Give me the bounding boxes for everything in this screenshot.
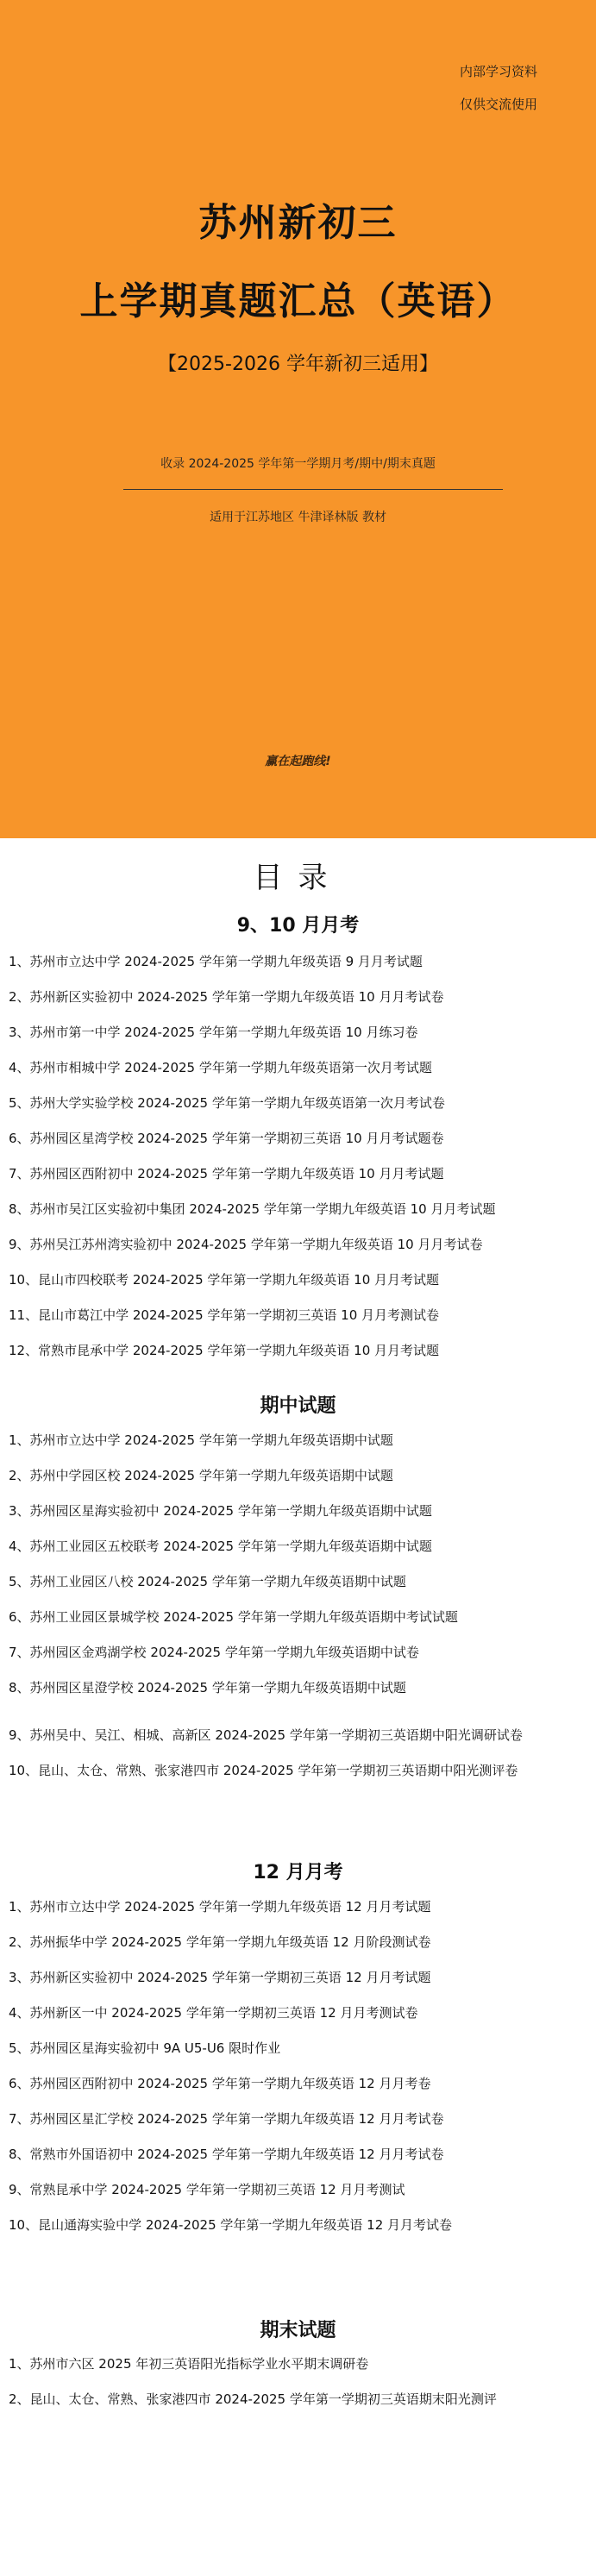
toc-item: 4、苏州新区一中 2024-2025 学年第一学期初三英语 12 月月考测试卷 — [9, 2005, 418, 2021]
toc-item: 9、苏州吴江苏州湾实验初中 2024-2025 学年第一学期九年级英语 10 月月考试卷 — [9, 1237, 483, 1252]
toc-item: 5、苏州工业园区八校 2024-2025 学年第一学期九年级英语期中试题 — [9, 1574, 406, 1589]
toc-item: 2、苏州中学园区校 2024-2025 学年第一学期九年级英语期中试题 — [9, 1468, 393, 1483]
toc-item: 6、苏州园区西附初中 2024-2025 学年第一学期九年级英语 12 月月考卷 — [9, 2076, 431, 2091]
toc-section-heading: 期末试题 — [260, 2320, 336, 2341]
toc-item: 3、苏州市第一中学 2024-2025 学年第一学期九年级英语 10 月练习卷 — [9, 1025, 418, 1040]
toc-item: 8、苏州市吴江区实验初中集团 2024-2025 学年第一学期九年级英语 10 月月考试题 — [9, 1201, 496, 1217]
toc-item: 2、苏州新区实验初中 2024-2025 学年第一学期九年级英语 10 月月考试卷 — [9, 989, 444, 1005]
cover-collected-text: 收录 2024-2025 学年第一学期月考/期中/期末真题 — [160, 457, 436, 471]
toc-item: 10、昆山市四校联考 2024-2025 学年第一学期九年级英语 10 月月考试题 — [9, 1272, 440, 1288]
toc-item: 1、苏州市立达中学 2024-2025 学年第一学期九年级英语 12 月月考试题 — [9, 1899, 431, 1915]
toc-item: 1、苏州市立达中学 2024-2025 学年第一学期九年级英语 9 月月考试题 — [9, 954, 423, 969]
toc-item: 10、昆山通海实验中学 2024-2025 学年第一学期九年级英语 12 月月考试卷 — [9, 2217, 453, 2233]
toc-item: 5、苏州大学实验学校 2024-2025 学年第一学期九年级英语第一次月考试卷 — [9, 1095, 445, 1111]
toc-item: 2、昆山、太仓、常熟、张家港四市 2024-2025 学年第一学期初三英语期末阳光测评 — [9, 2391, 497, 2407]
toc-item: 1、苏州市立达中学 2024-2025 学年第一学期九年级英语期中试题 — [9, 1432, 393, 1448]
toc-item: 7、苏州园区星汇学校 2024-2025 学年第一学期九年级英语 12 月月考试卷 — [9, 2111, 444, 2127]
cover-motto: 赢在起跑线! — [265, 755, 331, 768]
toc-item: 9、常熟昆承中学 2024-2025 学年第一学期初三英语 12 月月考测试 — [9, 2182, 405, 2197]
toc-section-heading: 期中试题 — [260, 1395, 336, 1417]
cover-subtitle: 【2025-2026 学年新初三适用】 — [158, 354, 438, 375]
toc-item: 7、苏州园区金鸡湖学校 2024-2025 学年第一学期九年级英语期中试卷 — [9, 1645, 419, 1660]
toc-item: 8、常熟市外国语初中 2024-2025 学年第一学期九年级英语 12 月月考试卷 — [9, 2147, 444, 2162]
toc-item: 12、常熟市昆承中学 2024-2025 学年第一学期九年级英语 10 月月考试题 — [9, 1343, 440, 1358]
toc-section-heading: 12 月月考 — [253, 1862, 343, 1883]
toc-item: 1、苏州市六区 2025 年初三英语阳光指标学业水平期末调研卷 — [9, 2356, 369, 2372]
toc-section-heading: 9、10 月月考 — [236, 915, 360, 937]
cover-title-line-2: 上学期真题汇总（英语） — [79, 279, 517, 323]
toc-item: 10、昆山、太仓、常熟、张家港四市 2024-2025 学年第一学期初三英语期中阳光测评卷 — [9, 1763, 518, 1778]
cover-note-exchange: 仅供交流使用 — [459, 97, 537, 112]
cover-applies-text: 适用于江苏地区 牛津译林版 教材 — [210, 511, 386, 524]
toc-title: 目录 — [253, 861, 343, 895]
toc-item: 3、苏州园区星海实验初中 2024-2025 学年第一学期九年级英语期中试题 — [9, 1503, 432, 1519]
cover-title-line-1: 苏州新初三 — [198, 201, 398, 245]
toc-item: 11、昆山市葛江中学 2024-2025 学年第一学期初三英语 10 月月考测试卷 — [9, 1307, 440, 1323]
cover-divider — [123, 489, 503, 490]
toc-item: 4、苏州工业园区五校联考 2024-2025 学年第一学期九年级英语期中试题 — [9, 1539, 432, 1554]
cover-page — [0, 0, 596, 838]
toc-item: 8、苏州园区星澄学校 2024-2025 学年第一学期九年级英语期中试题 — [9, 1680, 406, 1695]
toc-item: 4、苏州市相城中学 2024-2025 学年第一学期九年级英语第一次月考试题 — [9, 1060, 432, 1075]
toc-item: 6、苏州园区星湾学校 2024-2025 学年第一学期初三英语 10 月月考试题卷 — [9, 1131, 444, 1146]
toc-item: 7、苏州园区西附初中 2024-2025 学年第一学期九年级英语 10 月月考试题 — [9, 1166, 444, 1181]
toc-item: 3、苏州新区实验初中 2024-2025 学年第一学期初三英语 12 月月考试题 — [9, 1970, 431, 1985]
cover-note-internal: 内部学习资料 — [459, 64, 537, 79]
toc-item: 5、苏州园区星海实验初中 9A U5-U6 限时作业 — [9, 2040, 281, 2056]
toc-item: 9、苏州吴中、吴江、相城、高新区 2024-2025 学年第一学期初三英语期中阳光调研试卷 — [9, 1727, 523, 1743]
toc-item: 2、苏州振华中学 2024-2025 学年第一学期九年级英语 12 月阶段测试卷 — [9, 1934, 431, 1950]
toc-item: 6、苏州工业园区景城学校 2024-2025 学年第一学期九年级英语期中考试试题 — [9, 1609, 458, 1625]
